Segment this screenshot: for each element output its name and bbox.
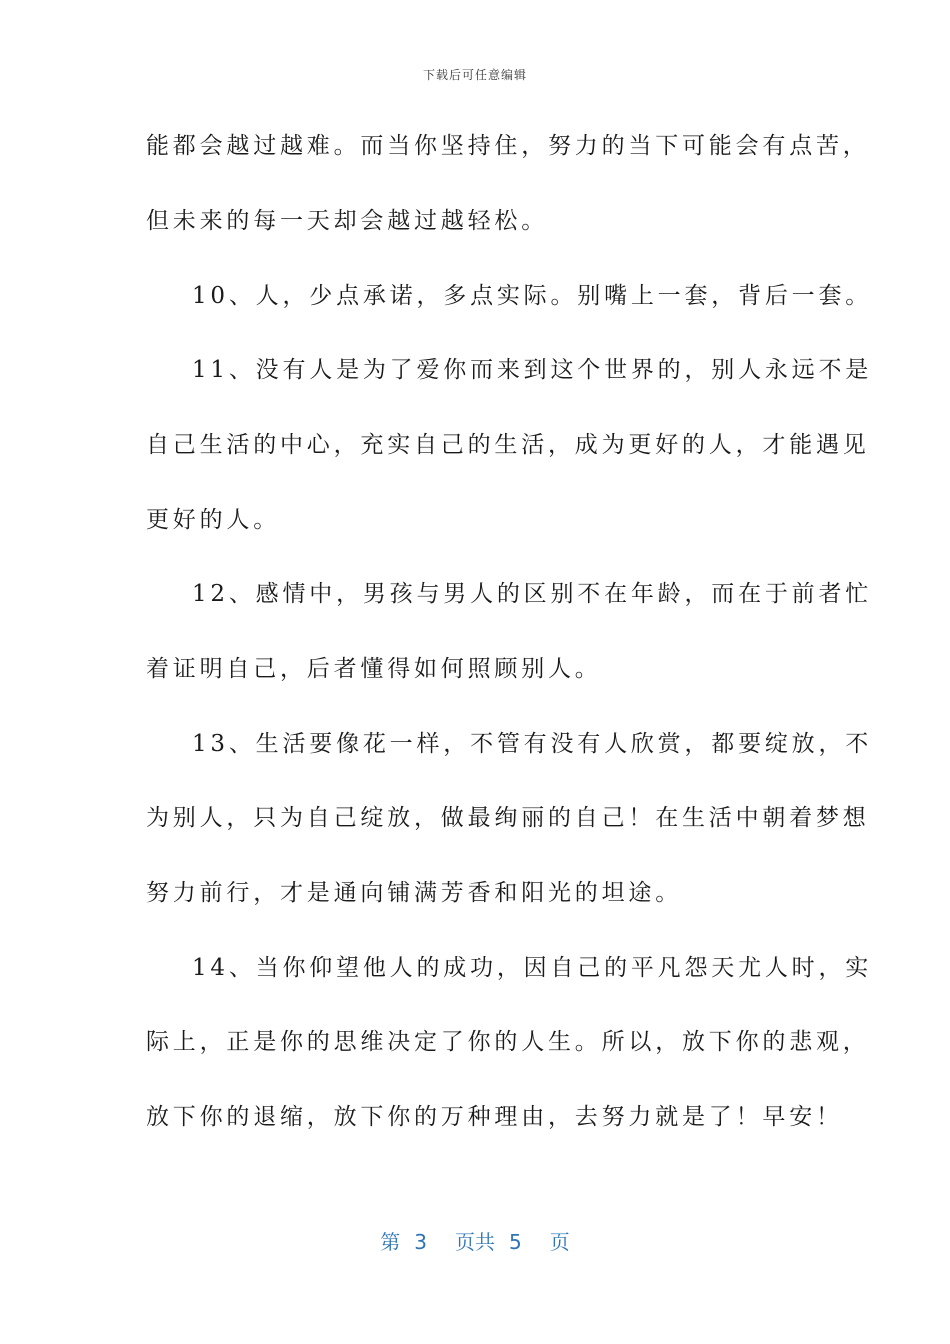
paragraph-11: 11、没有人是为了爱你而来到这个世界的，别人永远不是 <box>192 357 873 383</box>
footer-middle: 页共 <box>455 1230 495 1254</box>
paragraph-10: 10、人，少点承诺，多点实际。别嘴上一套，背后一套。 <box>192 283 873 309</box>
text-line: 努力前行，才是通向铺满芳香和阳光的坦途。 <box>146 880 682 906</box>
page-header: 下载后可任意编辑 <box>422 68 527 82</box>
paragraph-13: 13、生活要像花一样，不管有没有人欣赏，都要绽放，不 <box>192 731 873 757</box>
footer-suffix: 页 <box>549 1230 570 1254</box>
text-line: 际上，正是你的思维决定了你的人生。所以，放下你的悲观， <box>146 1029 870 1055</box>
text-line: 放下你的退缩，放下你的万种理由，去努力就是了！早安！ <box>146 1104 843 1130</box>
text-line: 自己生活的中心，充实自己的生活，成为更好的人，才能遇见 <box>146 432 870 458</box>
text-line: 着证明自己，后者懂得如何照顾别人。 <box>146 656 602 682</box>
current-page-number: 3 <box>414 1230 427 1254</box>
footer-prefix: 第 <box>380 1230 401 1254</box>
text-line: 能都会越过越难。而当你坚持住，努力的当下可能会有点苦， <box>146 133 870 159</box>
text-line: 为别人，只为自己绽放，做最绚丽的自己！在生活中朝着梦想 <box>146 805 870 831</box>
page-footer <box>0 1226 950 1255</box>
paragraph-14: 14、当你仰望他人的成功，因自己的平凡怨天尤人时，实 <box>192 955 873 981</box>
paragraph-12: 12、感情中，男孩与男人的区别不在年龄，而在于前者忙 <box>192 581 873 607</box>
text-line: 但未来的每一天却会越过越轻松。 <box>146 208 548 234</box>
text-line: 更好的人。 <box>146 507 280 533</box>
total-page-number: 5 <box>509 1230 522 1254</box>
